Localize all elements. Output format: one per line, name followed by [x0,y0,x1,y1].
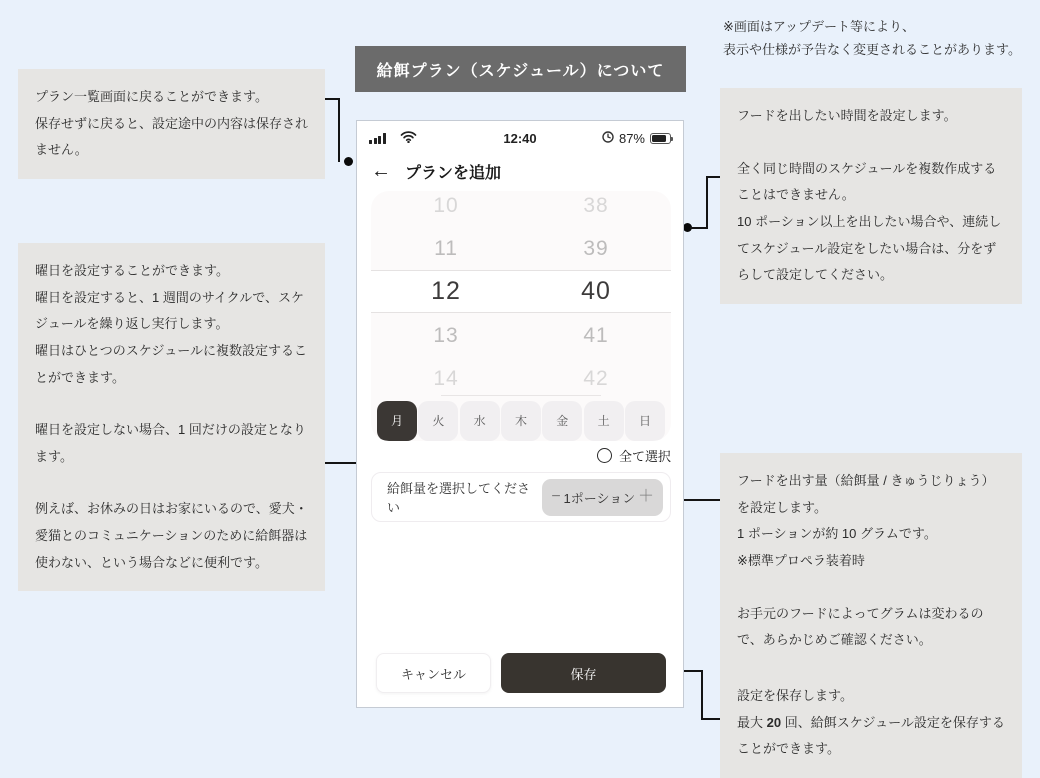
callout-back-button [18,69,325,179]
day-button-tue[interactable]: 火 [418,401,458,441]
callout-text: 曜日を設定しない場合、1 回だけの設定となります。 [35,422,306,464]
disclaimer-line-2: 表示や仕様が予告なく変更されることがあります。 [723,41,1021,57]
page-title: 給餌プラン（スケジュール）について [355,46,686,92]
callout-text: 10 ポーション以上を出したい場合や、連続してスケジュール設定をしたい場合は、分をずらして設定してください。 [737,213,1002,283]
callout-text: 曜日を設定することができます。 [35,263,229,278]
portion-value: 1ポーション [563,490,636,506]
picker-row[interactable]: 11 39 [434,236,609,260]
callout-text: 1 ポーションが約 10 グラムです。 [737,526,937,542]
callout-text: 保存せずに戻ると、設定途中の内容は保存されません。 [35,115,309,158]
back-arrow-icon[interactable]: ← [371,160,391,182]
picker-row[interactable]: 10 38 [433,193,609,217]
save-button[interactable]: 保存 [501,653,666,693]
select-all-toggle[interactable] [597,446,671,465]
day-button-sat[interactable]: 土 [584,401,624,441]
connector-line [706,177,708,229]
day-button-mon[interactable]: 月 [377,401,417,441]
callout-text: 最大 20 回、給餌スケジュール設定を保存することができます。 [737,714,1005,757]
portion-card [371,472,671,522]
day-button-thu[interactable]: 木 [501,401,541,441]
portion-label: 給餌量を選択してください [387,481,531,515]
callout-text: ※標準プロペラ装着時 [737,552,865,568]
divider [441,395,601,396]
callout-weekday [18,243,325,591]
callout-text: 設定を保存します。 [737,688,853,703]
day-button-fri[interactable]: 金 [542,401,582,441]
callout-text: 全く同じ時間のスケジュールを複数作成することはできません。 [737,160,997,203]
radio-circle-icon[interactable] [597,448,612,463]
callout-time-picker [720,88,1022,304]
callout-text: フードを出したい時間を設定します。 [737,108,957,123]
portion-stepper [542,479,663,516]
callout-text: フードを出す量（給餌量 / きゅうじりょう）を設定します。 [737,473,995,515]
connector-line [706,176,720,178]
callout-portion [720,453,1022,669]
day-button-sun[interactable]: 日 [625,401,665,441]
battery-icon [650,133,671,144]
plus-icon[interactable]: ＋ [637,488,654,505]
screen-title: プランを追加 [405,164,502,182]
callout-save [720,668,1022,778]
alarm-clock-icon [602,131,614,146]
time-picker[interactable] [371,191,671,395]
connector-line [338,98,340,162]
callout-text: 曜日を設定すると、1 週間のサイクルで、スケジュールを繰り返し実行します。 [35,289,305,332]
picker-row-selected[interactable]: 12 40 [371,270,671,313]
connector-dot [344,157,353,166]
callout-text: 例えば、お休みの日はお家にいるので、愛犬・愛猫とのコミュニケーションのために給餌器は使わない、という場合などに便利です。 [35,501,308,570]
picker-row[interactable]: 13 41 [433,323,609,347]
connector-line [701,718,720,720]
callout-text: プラン一覧画面に戻ることができます。 [35,89,268,104]
schedule-card [371,191,671,441]
callout-text: 曜日はひとつのスケジュールに複数設定することができます。 [35,342,307,385]
cancel-button[interactable]: キャンセル [376,653,491,693]
status-time: 12:40 [503,130,537,146]
phone-screen [356,120,684,708]
connector-line [701,670,703,720]
disclaimer-line-1: ※画面はアップデート等により、 [723,19,915,34]
day-button-wed[interactable]: 水 [460,401,500,441]
picker-row[interactable]: 14 42 [433,366,609,390]
status-bar [357,126,683,150]
callout-text: お手元のフードによってグラムは変わるので、あらかじめご確認ください。 [737,605,984,648]
minus-icon[interactable]: − [551,488,561,505]
battery-percent: 87% [618,130,645,146]
app-header [357,153,683,189]
disclaimer-note [723,16,1028,62]
weekday-selector [377,400,665,441]
select-all-label: 全て選択 [618,449,671,464]
